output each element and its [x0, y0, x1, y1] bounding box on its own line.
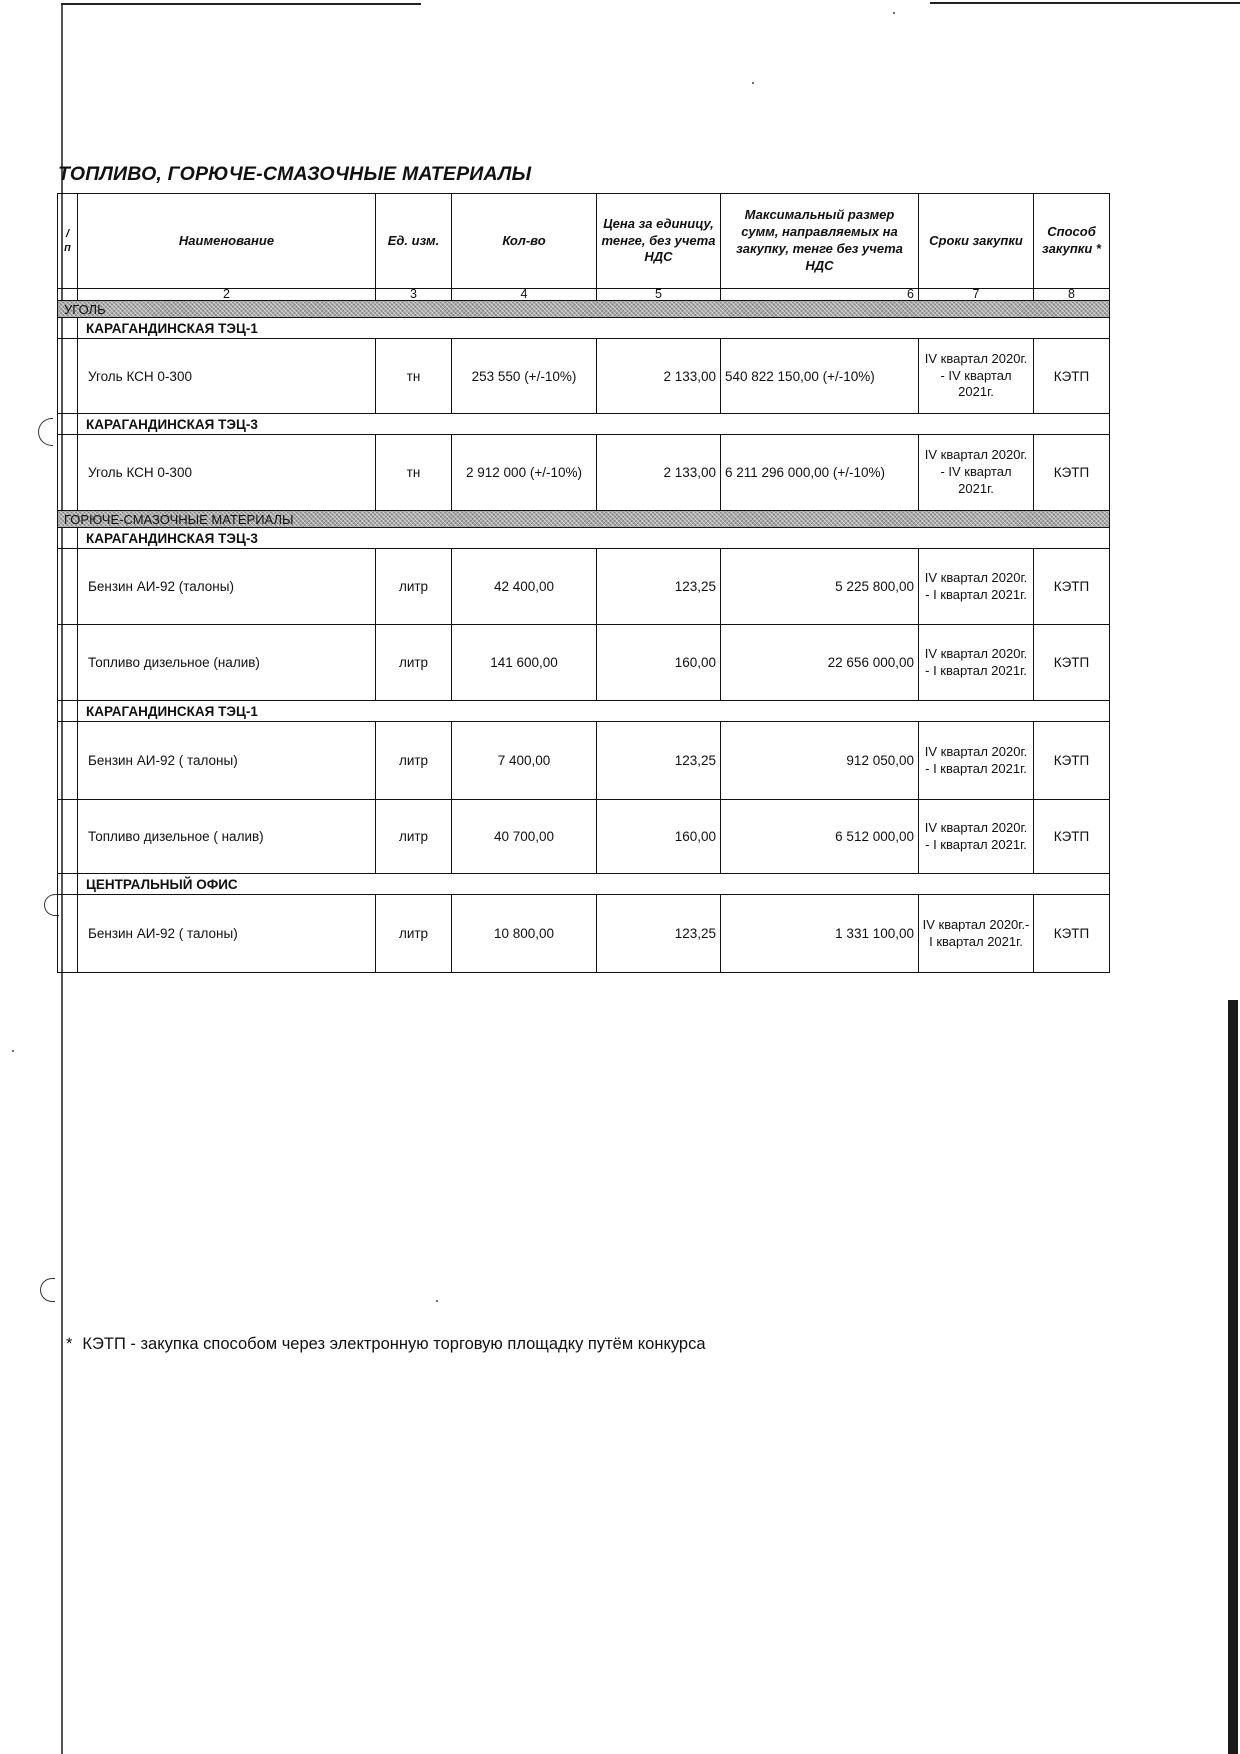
- org-row: [58, 414, 1110, 435]
- item-unit: литр: [376, 895, 452, 973]
- item-method: КЭТП: [1034, 722, 1110, 800]
- org-row: [58, 701, 1110, 722]
- item-term: IV квартал 2020г. - I квартал 2021г.: [919, 800, 1034, 874]
- table-row: [58, 625, 1110, 701]
- org-spacer: [58, 874, 78, 895]
- org-spacer: [58, 701, 78, 722]
- item-unit: литр: [376, 625, 452, 701]
- scan-border-top-right: [930, 2, 1240, 4]
- row-index: [58, 895, 78, 973]
- item-price: 123,25: [597, 895, 721, 973]
- header-term: Сроки закупки: [919, 194, 1034, 289]
- item-term: IV квартал 2020г. - IV квартал 2021г.: [919, 435, 1034, 511]
- item-name: Бензин АИ-92 ( талоны): [78, 722, 376, 800]
- item-unit: литр: [376, 722, 452, 800]
- item-quantity: 7 400,00: [452, 722, 597, 800]
- item-price: 2 133,00: [597, 435, 721, 511]
- item-name: Топливо дизельное (налив): [78, 625, 376, 701]
- item-price: 2 133,00: [597, 339, 721, 414]
- item-quantity: 42 400,00: [452, 549, 597, 625]
- item-name: Уголь КСН 0-300: [78, 435, 376, 511]
- hole-punch-mark: [38, 418, 53, 446]
- item-quantity: 253 550 (+/-10%): [452, 339, 597, 414]
- column-number: 6: [721, 289, 919, 301]
- table-row: [58, 339, 1110, 414]
- header-index: / п: [58, 194, 78, 289]
- table-row: [58, 549, 1110, 625]
- item-term: IV квартал 2020г. - I квартал 2021г.: [919, 625, 1034, 701]
- item-unit: тн: [376, 339, 452, 414]
- item-method: КЭТП: [1034, 339, 1110, 414]
- item-max-sum: 1 331 100,00: [721, 895, 919, 973]
- procurement-table: [57, 193, 1110, 973]
- org-label: КАРАГАНДИНСКАЯ ТЭЦ-1: [78, 318, 1110, 339]
- org-label: КАРАГАНДИНСКАЯ ТЭЦ-1: [78, 701, 1110, 722]
- hole-punch-mark: [40, 1278, 55, 1302]
- item-price: 123,25: [597, 722, 721, 800]
- item-quantity: 2 912 000 (+/-10%): [452, 435, 597, 511]
- item-quantity: 10 800,00: [452, 895, 597, 973]
- footnote: [66, 1335, 706, 1354]
- header-row: [58, 194, 1110, 289]
- org-spacer: [58, 318, 78, 339]
- item-max-sum: 22 656 000,00: [721, 625, 919, 701]
- scan-border-top: [61, 3, 421, 5]
- category-row: [58, 301, 1110, 318]
- item-method: КЭТП: [1034, 435, 1110, 511]
- item-term: IV квартал 2020г. - IV квартал 2021г.: [919, 339, 1034, 414]
- header-name: Наименование: [78, 194, 376, 289]
- header-price: Цена за единицу, тенге, без учета НДС: [597, 194, 721, 289]
- header-max-sum: Максимальный размер сумм, направляемых на закупку, тенге без учета НДС: [721, 194, 919, 289]
- row-index: [58, 549, 78, 625]
- item-max-sum: 6 512 000,00: [721, 800, 919, 874]
- category-label: УГОЛЬ: [58, 301, 1110, 318]
- item-quantity: 40 700,00: [452, 800, 597, 874]
- item-unit: литр: [376, 800, 452, 874]
- org-row: [58, 874, 1110, 895]
- org-row: [58, 318, 1110, 339]
- item-method: КЭТП: [1034, 625, 1110, 701]
- item-name: Бензин АИ-92 ( талоны): [78, 895, 376, 973]
- scan-speck: [12, 1050, 14, 1052]
- row-index: [58, 625, 78, 701]
- scan-border-right: [1228, 1000, 1238, 1754]
- org-label: ЦЕНТРАЛЬНЫЙ ОФИС: [78, 874, 1110, 895]
- column-number-row: [58, 289, 1110, 301]
- document-title: ТОПЛИВО, ГОРЮЧЕ-СМАЗОЧНЫЕ МАТЕРИАЛЫ: [58, 163, 532, 185]
- item-unit: тн: [376, 435, 452, 511]
- item-term: IV квартал 2020г.- I квартал 2021г.: [919, 895, 1034, 973]
- footnote-asterisk: *: [66, 1335, 73, 1353]
- row-index: [58, 339, 78, 414]
- category-row: [58, 511, 1110, 528]
- table-row: [58, 895, 1110, 973]
- item-term: IV квартал 2020г. - I квартал 2021г.: [919, 549, 1034, 625]
- row-index: [58, 722, 78, 800]
- item-price: 160,00: [597, 800, 721, 874]
- item-name: Топливо дизельное ( налив): [78, 800, 376, 874]
- footnote-text: КЭТП - закупка способом через электронную торговую площадку путём конкурса: [82, 1335, 706, 1353]
- item-max-sum: 540 822 150,00 (+/-10%): [721, 339, 919, 414]
- item-max-sum: 912 050,00: [721, 722, 919, 800]
- header-unit: Ед. изм.: [376, 194, 452, 289]
- header-quantity: Кол-во: [452, 194, 597, 289]
- item-quantity: 141 600,00: [452, 625, 597, 701]
- column-number: 3: [376, 289, 452, 301]
- table-row: [58, 722, 1110, 800]
- column-number: [58, 289, 78, 301]
- item-max-sum: 5 225 800,00: [721, 549, 919, 625]
- item-method: КЭТП: [1034, 800, 1110, 874]
- org-row: [58, 528, 1110, 549]
- column-number: 7: [919, 289, 1034, 301]
- column-number: 5: [597, 289, 721, 301]
- item-method: КЭТП: [1034, 895, 1110, 973]
- table-row: [58, 435, 1110, 511]
- scan-speck: [752, 82, 754, 84]
- item-price: 160,00: [597, 625, 721, 701]
- row-index: [58, 435, 78, 511]
- item-term: IV квартал 2020г. - I квартал 2021г.: [919, 722, 1034, 800]
- column-number: 4: [452, 289, 597, 301]
- column-number: 8: [1034, 289, 1110, 301]
- item-name: Уголь КСН 0-300: [78, 339, 376, 414]
- item-unit: литр: [376, 549, 452, 625]
- row-index: [58, 800, 78, 874]
- item-max-sum: 6 211 296 000,00 (+/-10%): [721, 435, 919, 511]
- org-label: КАРАГАНДИНСКАЯ ТЭЦ-3: [78, 528, 1110, 549]
- item-method: КЭТП: [1034, 549, 1110, 625]
- scan-speck: [436, 1300, 438, 1302]
- org-label: КАРАГАНДИНСКАЯ ТЭЦ-3: [78, 414, 1110, 435]
- category-label: ГОРЮЧЕ-СМАЗОЧНЫЕ МАТЕРИАЛЫ: [58, 511, 1110, 528]
- item-name: Бензин АИ-92 (талоны): [78, 549, 376, 625]
- table-row: [58, 800, 1110, 874]
- scan-speck: [893, 12, 895, 14]
- column-number: 2: [78, 289, 376, 301]
- item-price: 123,25: [597, 549, 721, 625]
- header-method: Способ закупки *: [1034, 194, 1110, 289]
- org-spacer: [58, 414, 78, 435]
- org-spacer: [58, 528, 78, 549]
